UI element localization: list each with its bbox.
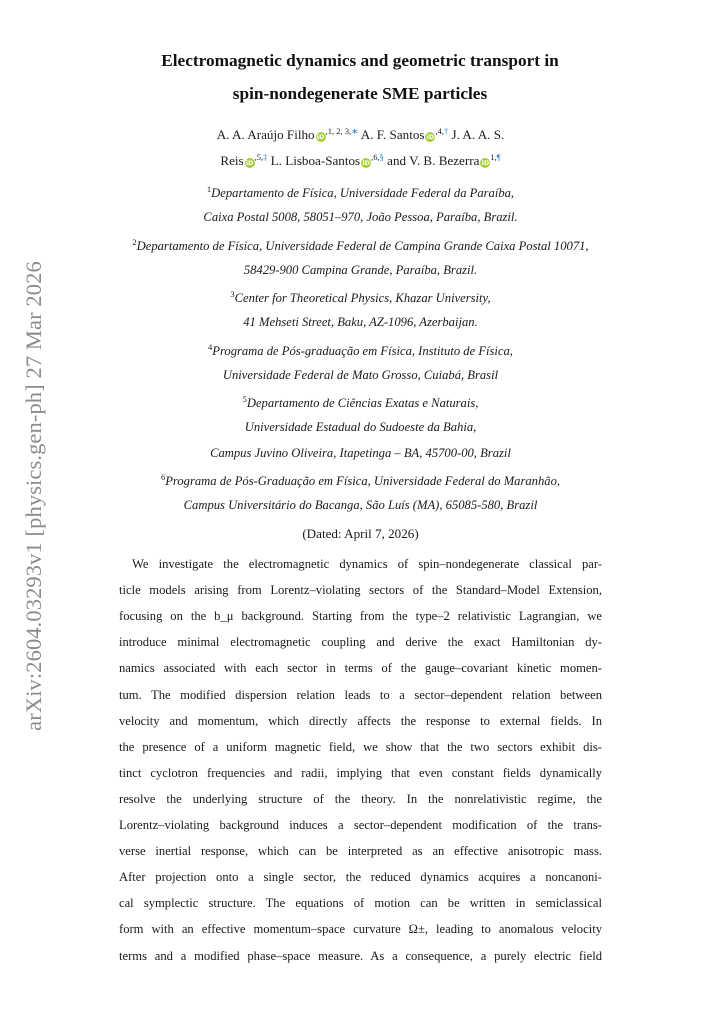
affiliation-3-line-2: 41 Mehseti Street, Baku, AZ-1096, Azerbaijan. xyxy=(243,315,478,329)
abstract-line: velocity and momentum, which directly affects the response to external fields. In xyxy=(119,713,602,728)
author-footnote-link[interactable]: ‡ xyxy=(263,152,268,162)
affiliation-5-line-2: Universidade Estadual do Sudoeste da Bahia, xyxy=(244,420,477,434)
author-name: A. A. Araújo Filho xyxy=(216,127,315,142)
abstract-line: terms and a modified phase–space measure. As a consequence, a purely electric field xyxy=(119,948,602,963)
author-footnote-link[interactable]: ¶ xyxy=(496,152,501,162)
abstract-line: We investigate the electromagnetic dynamics of spin–nondegenerate classical par- xyxy=(132,557,602,571)
affiliation-6-line-2: Campus Universitário do Bacanga, São Luís (MA), 65085-580, Brazil xyxy=(183,498,538,512)
affiliation-number: 1 xyxy=(206,184,212,194)
authors-and: and xyxy=(387,153,407,168)
abstract-line: introduce minimal electromagnetic coupling and derive the exact Hamiltonian dy- xyxy=(119,635,602,650)
abstract-line: tinct cyclotron frequencies and radii, implying that even constant fields dynamically xyxy=(119,765,602,780)
affiliation-text: Departamento de Ciências Exatas e Naturais, xyxy=(246,396,479,410)
authors-line-2 xyxy=(0,152,721,169)
affiliation-number: 2 xyxy=(132,237,137,247)
title-line-1: Electromagnetic dynamics and geometric transport in xyxy=(161,51,559,70)
affiliation-text: Departamento de Física, Universidade Federal da Paraíba, xyxy=(211,186,515,200)
affiliation-3-line-1 xyxy=(0,289,721,306)
affiliation-2-line-2: 58429-900 Campina Grande, Paraíba, Brazil. xyxy=(243,263,478,277)
abstract-line: cal symplectic structure. The equations of motion can be written in semiclassical xyxy=(119,896,602,911)
orcid-icon[interactable]: iD xyxy=(245,159,254,167)
author-affiliation-marks: ,5, xyxy=(254,152,264,162)
author-name: J. A. A. S. xyxy=(451,127,505,142)
affiliation-text: Programa de Pós-graduação em Física, Instituto de Física, xyxy=(212,344,513,358)
abstract-line: focusing on the b_μ background. Starting from the type–2 relativistic Lagrangian, we xyxy=(119,609,602,624)
author-name: V. B. Bezerra xyxy=(409,153,480,168)
affiliation-text: Center for Theoretical Physics, Khazar University, xyxy=(234,291,491,305)
author-footnote-link[interactable]: § xyxy=(379,152,384,162)
affiliation-text: Programa de Pós-Graduação em Física, Universidade Federal do Maranhão, xyxy=(165,474,561,488)
affiliation-number: 3 xyxy=(230,289,235,299)
affiliation-text: Departamento de Física, Universidade Federal de Campina Grande Caixa Postal 10071, xyxy=(136,239,589,253)
author-name: Reis xyxy=(220,153,244,168)
orcid-icon[interactable]: iD xyxy=(481,159,490,167)
affiliation-number: 4 xyxy=(208,342,213,352)
affiliation-1-line-2: Caixa Postal 5008, 58051–970, João Pessoa, Paraíba, Brazil. xyxy=(203,210,518,224)
abstract-line: After projection onto a single sector, the reduced dynamics acquires a noncanoni- xyxy=(119,870,602,885)
affiliation-6-line-1 xyxy=(0,472,721,489)
affiliation-1-line-1 xyxy=(0,184,721,201)
affiliation-5-line-1 xyxy=(0,394,721,411)
abstract-line: tum. The modified dispersion relation leads to a sector–dependent relation between xyxy=(119,687,602,702)
orcid-icon[interactable]: iD xyxy=(362,159,370,167)
dated-line: (Dated: April 7, 2026) xyxy=(302,526,419,541)
abstract-line: verse inertial response, which can be interpreted as an effective anisotropic mass. xyxy=(119,844,602,859)
author-affiliation-marks: ,4, xyxy=(435,126,444,136)
author-affiliation-marks: ,1, 2, 3, xyxy=(325,126,352,136)
title-line-2: spin-nondegenerate SME particles xyxy=(232,84,488,103)
affiliation-number: 5 xyxy=(242,394,247,404)
author-affiliation-marks: ,6, xyxy=(371,152,380,162)
abstract-line: the presence of a uniform magnetic field, we show that the two sectors exhibit dis- xyxy=(119,739,602,754)
author-name: L. Lisboa-Santos xyxy=(270,153,361,168)
orcid-icon[interactable]: iD xyxy=(316,133,325,141)
orcid-icon[interactable]: iD xyxy=(426,133,435,141)
abstract-line: resolve the underlying structure of the theory. In the nonrelativistic regime, the xyxy=(119,791,602,806)
author-affiliation-marks: 1, xyxy=(490,152,497,162)
affiliation-4-line-1 xyxy=(0,342,721,359)
author-name: A. F. Santos xyxy=(360,127,425,142)
author-footnote-link[interactable]: † xyxy=(443,126,449,136)
affiliation-number: 6 xyxy=(160,472,166,482)
affiliation-4-line-2: Universidade Federal de Mato Grosso, Cuiabá, Brasil xyxy=(222,368,499,382)
abstract-line: namics associated with each sector in terms of the gauge–covariant kinetic momen- xyxy=(119,661,602,676)
affiliation-2-line-1 xyxy=(0,237,721,254)
authors-line-1 xyxy=(0,126,721,143)
abstract-line: form with an effective momentum–space curvature Ω±, leading to anomalous velocity xyxy=(119,922,602,937)
abstract-line: Lorentz–violating background induces a sector–dependent modification of the trans- xyxy=(119,818,602,832)
arxiv-identifier-stamp: arXiv:2604.03293v1 [physics.gen-ph] 27 Mar 2026 xyxy=(21,261,46,731)
author-footnote-link[interactable]: ∗ xyxy=(351,126,359,136)
abstract-line: ticle models arising from Lorentz–violating sectors of the Standard–Model Extension, xyxy=(119,583,602,598)
affiliation-5-line-3: Campus Juvino Oliveira, Itapetinga – BA, 45700-00, Brazil xyxy=(210,446,511,460)
